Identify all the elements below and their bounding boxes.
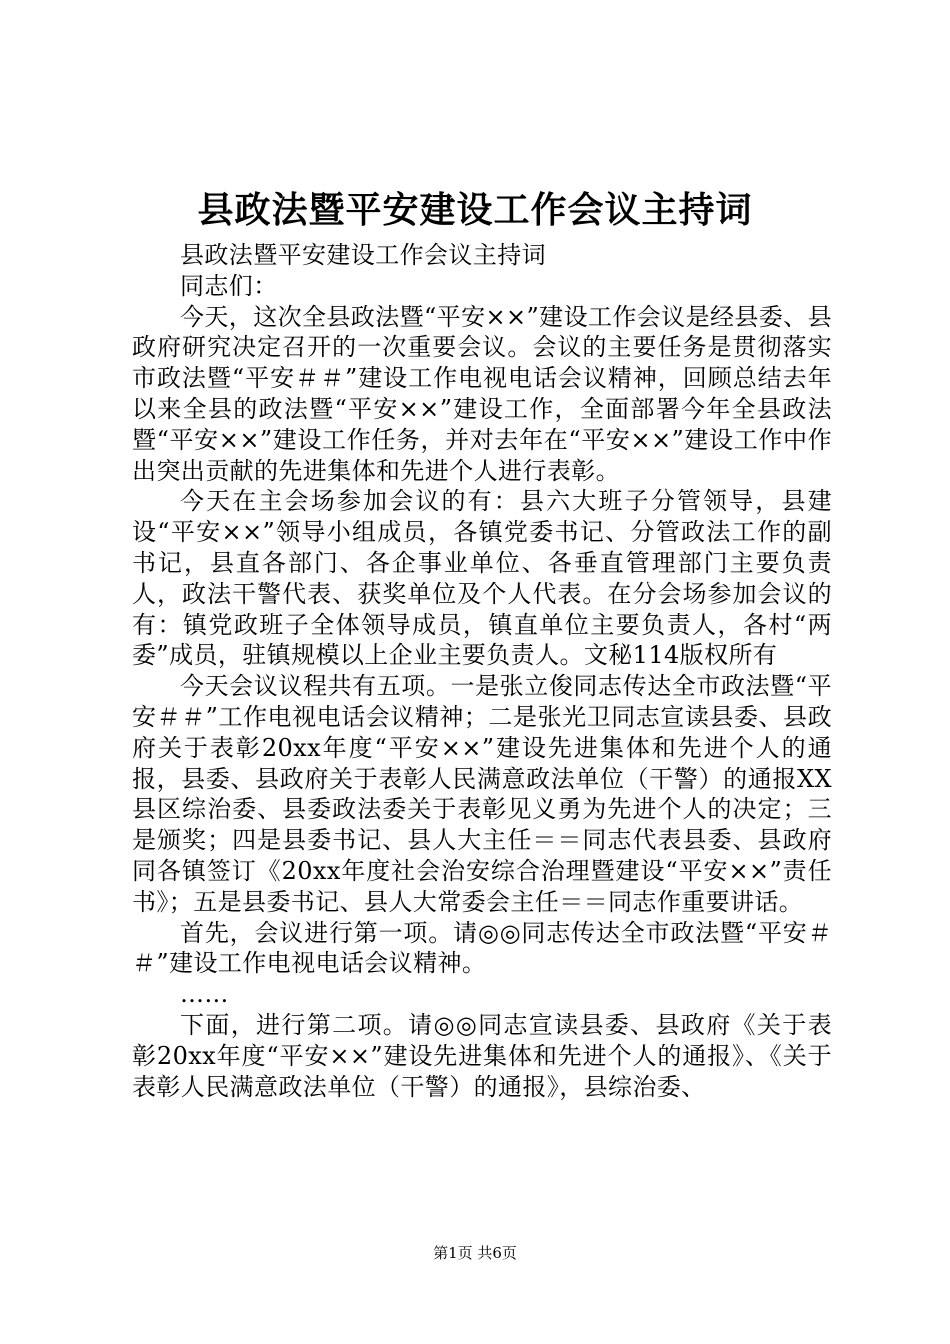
page-number-footer: 第1页 共6页: [433, 1244, 517, 1262]
ellipsis-paragraph: ……: [180, 980, 229, 1009]
salutation-paragraph: 同志们：: [180, 271, 278, 300]
body-paragraph: 今天在主会场参加会议的有：县六大班子分管领导，县建设“平安××”领导小组成员，各镇党委书记、分管政法工作的副书记，县直各部门、各企事业单位、各垂直管理部门主要负责人，政法干警代表、获奖单位及个人代表。在分会场参加会议的有：镇党政班子全体领导成员，镇直单位主要负责人，各村“两委”成员，驻镇规模以上企业主要负责人。文秘114版权所有: [132, 487, 832, 670]
body-paragraph: 首先，会议进行第一项。请◎◎同志传达全市政法暨“平安＃＃”建设工作电视电话会议精神。: [132, 918, 832, 978]
subtitle-paragraph: 县政法暨平安建设工作会议主持词: [180, 241, 546, 269]
body-paragraph: 今天会议议程共有五项。一是张立俊同志传达全市政法暨“平安＃＃”工作电视电话会议精神；二是张光卫同志宣读县委、县政府关于表彰20xx年度“平安××”建设先进集体和先进个人的通报，县委、县政府关于表彰人民满意政法单位（干警）的通报XX县区综治委、县委政法委关于表彰见义勇为先进个人的决定；三是颁奖；四是县委书记、县人大主任＝＝同志代表县委、县政府同各镇签订《20xx年度社会治安综合治理暨建设“平安××”责任书》；五是县委书记、县人大常委会主任＝＝同志作重要讲话。: [132, 672, 832, 916]
body-paragraph: 下面，进行第二项。请◎◎同志宣读县委、县政府《关于表彰20xx年度“平安××”建设先进集体和先进个人的通报》、《关于表彰人民满意政法单位（干警）的通报》，县综治委、: [132, 1010, 832, 1101]
document-title: 县政法暨平安建设工作会议主持词: [197, 190, 753, 231]
document-body: [132, 240, 832, 1102]
body-paragraph: 今天，这次全县政法暨“平安××”建设工作会议是经县委、县政府研究决定召开的一次重要会议。会议的主要任务是贯彻落实市政法暨“平安＃＃”建设工作电视电话会议精神，回顾总结去年以来全县的政法暨“平安××”建设工作，全面部署今年全县政法暨“平安××”建设工作任务，并对去年在“平安××”建设工作中作出突出贡献的先进集体和先进个人进行表彰。: [132, 302, 832, 485]
